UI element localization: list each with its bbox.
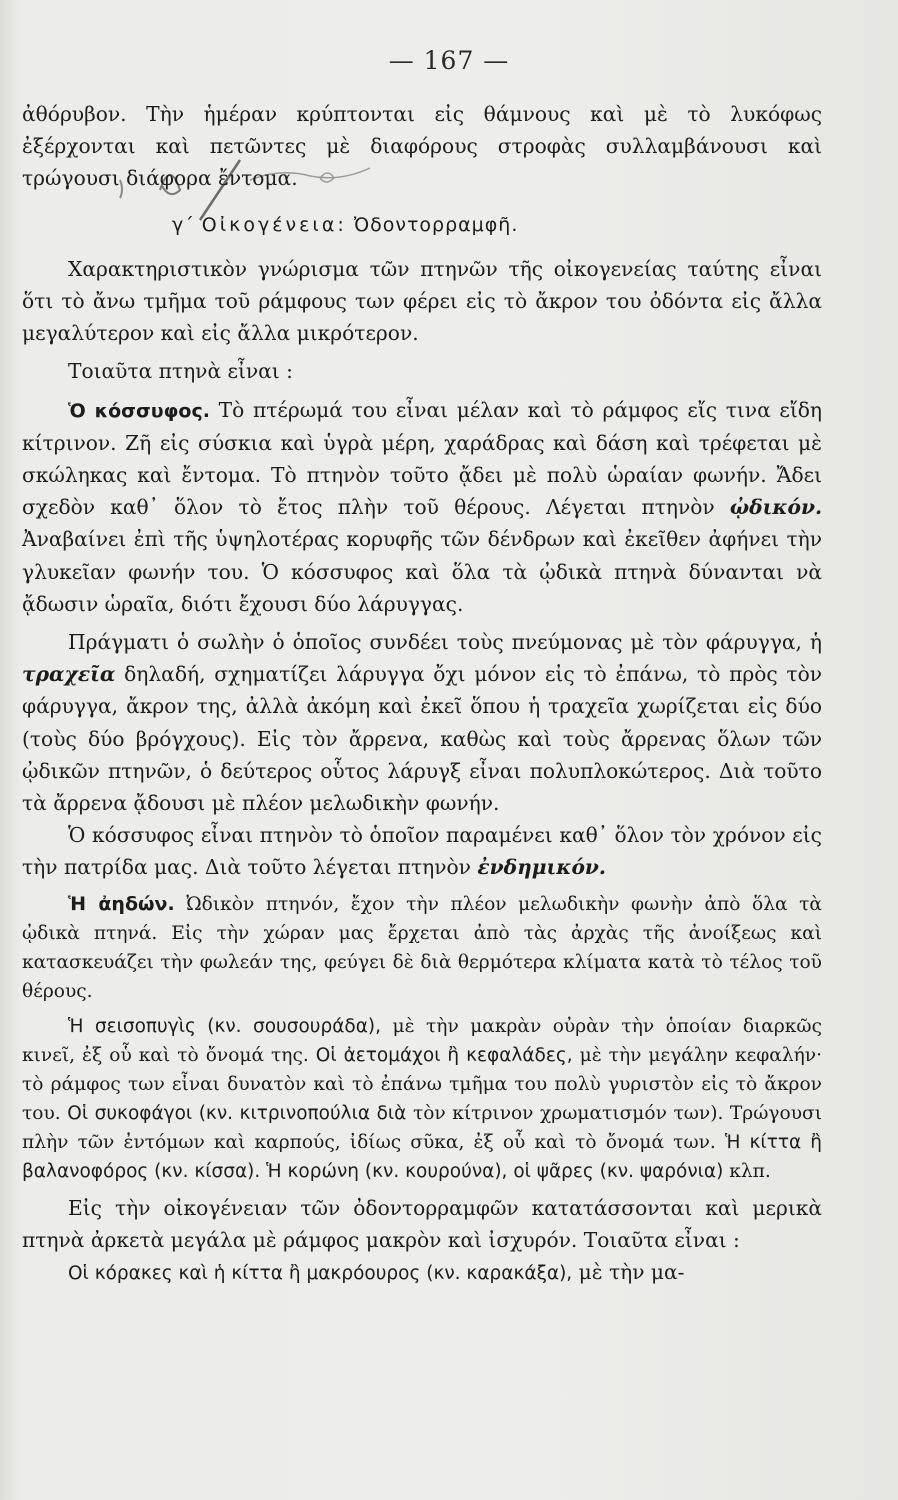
paragraph-ravens (22, 1256, 822, 1290)
crow-text: κλπ. (729, 1160, 771, 1182)
jay-title: Ἡ κίττα ἢ βαλανοφόρος (κν. κίσσα). (22, 1131, 822, 1182)
body-text (22, 98, 822, 1290)
oriole-text: τὸν κίτρινον χρωματισμόν των). Τρώγουσι πλὴν τῶν ἐντόμων καὶ καρπούς, ἰδίως σῦκα, ἐξ οὗ καὶ τὸ ὄνομά των. (22, 1102, 822, 1153)
heading-label: Οἰκογένεια: (201, 213, 347, 236)
blackbird-text-a: Τὸ πτέρωμά του εἶναι μέλαν καὶ τὸ ράμφος εἴς τινα εἴδη κίτρινον. Ζῆ εἰς σύσκια καὶ ὑγρὰ μέρη, χαράδρας καὶ δάση καὶ τρέφεται μὲ σκώληκας καὶ ἔντομα. Τὸ πτηνὸν τοῦτο ᾄδει μὲ πολὺ ὡραίαν φωνήν. Ἄδει σχεδὸν καθ᾽ ὅλον τὸ ἔτος πλὴν τοῦ θέρους. Λέγεται πτηνὸν (22, 397, 823, 520)
paragraph-characteristics: Χαρακτηριστικὸν γνώρισμα τῶν πτηνῶν τῆς οἰκογενείας ταύτης εἶναι ὅτι τὸ ἄνω τμῆμα τοῦ ράμφους των φέρει εἰς τὸ ἄκρον του ὀδόντα εἰς ἄλλα μεγαλύτερον καὶ εἰς ἄλλα μικρότερον. (22, 256, 822, 346)
paragraph-large-birds: Εἰς τὴν οἰκογένειαν τῶν ὀδοντορραμφῶν κατατάσσονται καὶ μερικὰ πτηνὰ ἀρκετὰ μεγάλα μὲ ράμφος μακρὸν καὶ ἰσχυρόν. Τοιαῦτα εἶναι : (22, 1195, 822, 1252)
blackbird-text-b: Ἀναβαίνει ἐπὶ τῆς ὑψηλοτέρας κορυφῆς τῶν δένδρων καὶ ἐκεῖθεν ἀφήνει τὴν γλυκεῖαν φωνήν του. Ὁ κόσσυφος καὶ ὅλα τὰ ᾠδικὰ πτηνὰ δύνανται νὰ ᾄδωσιν ὡραῖα, διότι ἔχουσι δύο λάρυγγας. (22, 527, 822, 616)
section-heading (22, 209, 822, 241)
larynx-text-a: Πράγματι ὁ σωλὴν ὁ ὁποῖος συνδέει τοὺς πνεύμονας μὲ τὸν φάρυγγα, ἡ (68, 630, 822, 655)
ravens-text: μὲ τὴν μα- (578, 1260, 685, 1285)
shrike-text: μὲ τὴν μεγάλην κεφαλήν· τὸ ράμφος των εἶναι δυνατὸν καὶ τὸ ἐπάνω τμῆμα του πολὺ γυριστὸν εἰς τὸ ἄκρον του. (22, 1044, 822, 1124)
larynx-term: τραχεῖα (22, 662, 116, 687)
endemic-text: Ὁ κόσσυφος εἶναι πτηνὸν τὸ ὁποῖον παραμένει καθ᾽ ὅλον τὸν χρόνον εἰς τὴν πατρίδα μας. Διὰ τοῦτο λέγεται πτηνὸν (22, 823, 822, 880)
paragraph-wagtail-and-others (22, 1012, 822, 1186)
blackbird-term: ᾠδικόν. (729, 495, 822, 520)
endemic-term: ἐνδημικόν. (477, 855, 606, 880)
paragraph-nightjar-end: ἀθόρυβον. Τὴν ἡμέραν κρύπτονται εἰς θάμνους καὶ μὲ τὸ λυκόφως ἐξέρχονται καὶ πετῶντες μὲ διαφόρους στροφὰς συλλαμβάνουσι καὶ τρώγουσι διάφορα ἔντομα. (22, 102, 822, 191)
nightingale-title: Ἡ ἀηδών. (68, 892, 175, 915)
paragraph-larynx (22, 626, 822, 819)
paragraph-blackbird (22, 394, 822, 620)
heading-family-name: Ὀδοντορραμφῆ. (353, 213, 519, 236)
shrike-title: Οἱ ἀετομάχοι ἢ κεφαλάδες, (315, 1044, 573, 1066)
heading-number: γ΄ (172, 213, 195, 236)
paragraph-such-birds: Τοιαῦτα πτηνὰ εἶναι : (68, 359, 293, 384)
paragraph-nightingale (22, 890, 822, 1006)
ravens-title: Οἱ κόρακες καὶ ἡ κίττα ἢ μακρόουρος (κν. καρακάξα), (68, 1263, 573, 1285)
paragraph-endemic (22, 819, 822, 883)
wagtail-text: μὲ τὴν μακρὰν οὐρὰν τὴν ὁποίαν διαρκῶς κινεῖ, ἐξ οὗ καὶ τὸ ὄνομά της. (22, 1015, 822, 1066)
wagtail-title: Ἡ σεισοπυγὶς (κν. σουσουράδα), (68, 1015, 382, 1037)
crow-title: Ἡ κορώνη (κν. κουρούνα), οἱ ψᾶρες (κν. ψαρόνια) (266, 1160, 724, 1182)
oriole-title: Οἱ συκοφάγοι (κν. κιτρινοπούλια διὰ (67, 1102, 407, 1124)
blackbird-title: Ὁ κόσσυφος. (68, 399, 210, 422)
larynx-text-b: δηλαδή, σχηματίζει λάρυγγα ὄχι μόνον εἰς τὸ ἐπάνω, τὸ πρὸς τὸν φάρυγγα, ἄκρον της, ἀλλὰ ἀκόμη καὶ ἐκεῖ ὅπου ἡ τραχεῖα χωρίζεται εἰς δύο (τοὺς δύο βρόγχους). Εἰς τὸν ἄρρενα, καθὼς καὶ τοὺς ἄρρενας ὅλων τῶν ᾠδικῶν πτηνῶν, ὁ δεύτερος οὗτος λάρυγξ εἶναι πολυπλοκώτερος. Διὰ τοῦτο τὰ ἄρρενα ᾄδουσι μὲ πλέον μελωδικὴν φωνήν. (22, 662, 822, 816)
page-number: — 167 — (388, 46, 510, 75)
nightingale-text: Ὠδικὸν πτηνόν, ἔχον τὴν πλέον μελωδικὴν φωνὴν ἀπὸ ὅλα τὰ ᾠδικὰ πτηνά. Εἰς τὴν χώραν μας ἔρχεται ἀπὸ τὰς ἀρχὰς τῆς ἀνοίξεως καὶ κατασκευάζει τὴν φωλεάν της, φεύγει δὲ διὰ θερμότερα κλίματα κατὰ τὸ τέλος τοῦ θέρους. (22, 893, 822, 1002)
